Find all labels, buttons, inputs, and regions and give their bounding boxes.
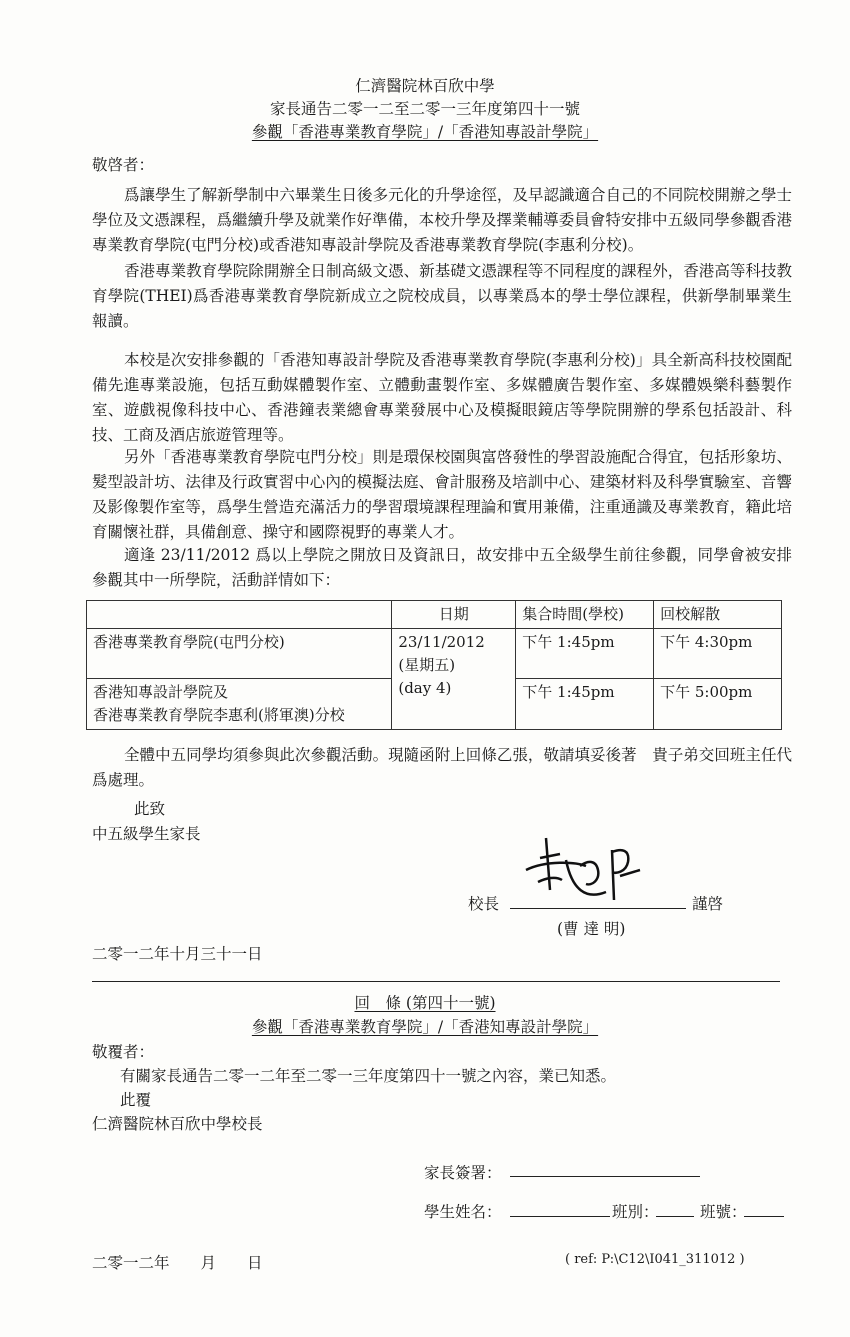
body-paragraph-5 (92, 543, 792, 593)
reply-title: 回 條 (第四十一號) (354, 994, 496, 1012)
salutation: 敬啓者： (92, 156, 155, 174)
body-paragraph-1 (92, 183, 792, 258)
paragraph-text: 全體中五同學均須參與此次參觀活動。現隨函附上回條乙張，敬請填妥後著 貴子弟交回班主任代爲處理。 (92, 746, 792, 789)
reply-salutation: 敬覆者： (92, 1043, 155, 1061)
schedule-table (86, 600, 782, 730)
reply-subject-wrap (0, 1015, 850, 1037)
principal-name: (曹 達 明) (557, 920, 626, 938)
venue-name: 香港知專設計學院及 (93, 683, 229, 701)
venue-cell (87, 629, 392, 679)
closing-paragraph (92, 743, 792, 793)
paragraph-text: 適逢 23/11/2012 爲以上學院之開放日及資訊日，故安排中五全級學生前往參觀，同學會被安排參觀其中一所學院，活動詳情如下： (92, 546, 792, 589)
reply-date-line: 二零一二年 月 日 (92, 1254, 263, 1272)
student-name-field[interactable] (510, 1216, 610, 1217)
table-header-gather: 集合時間(學校) (516, 601, 654, 629)
paragraph-text: 香港專業教育學院除開辦全日制高級文憑、新基礎文憑課程等不同程度的課程外，香港高等科技教育學院(THEI)爲香港專業教育學院新成立之院校成員，以專業爲本的學士學位課程，供新學制畢業生報讀。 (92, 262, 792, 330)
paragraph-text: 本校是次安排參觀的「香港知專設計學院及香港專業教育學院(李惠利分校)」具全新高科技校園配備先進專業設施，包括互動媒體製作室、立體動畫製作室、多媒體廣告製作室、多媒體娛樂科藝製作室、遊戲視像科技中心、香港鐘表業總會專業發展中心及模擬眼鏡店等學院開辦的學系包括設計、科技、工商及酒店旅遊管理等。 (92, 351, 792, 444)
day-cycle-line: (day 4) (398, 679, 452, 697)
paragraph-text: 另外「香港專業教育學院屯門分校」則是環保校園與富啓發性的學習設施配合得宜，包括形象坊、髮型設計坊、法律及行政實習中心內的模擬法庭、會計服務及培訓中心、建築材料及科學實驗室、音響及影像製作室等，爲學生營造充滿活力的學習環境課程理論和實用兼備，注重通識及專業教育，籍此培育關懷社群，具備創意、操守和國際視野的專業人才。 (92, 448, 792, 541)
class-field[interactable] (656, 1216, 694, 1217)
gather-time-cell: 下午 1:45pm (516, 629, 654, 679)
sign-off-recipient: 中五級學生家長 (92, 825, 201, 843)
table-header-blank (87, 601, 392, 629)
class-no-field[interactable] (744, 1216, 784, 1217)
body-paragraph-3 (92, 348, 792, 448)
table-header-row (87, 601, 782, 629)
principal-signature (516, 830, 646, 910)
principal-signature-line (510, 908, 686, 909)
notice-date: 二零一二年十月三十一日 (92, 945, 263, 963)
notice-subject-wrap (0, 120, 850, 142)
reply-close: 此覆 (120, 1091, 152, 1109)
table-header-dismiss: 回校解散 (654, 601, 782, 629)
date-cell (392, 629, 516, 730)
tear-off-divider (92, 981, 780, 982)
school-name: 仁濟醫院林百欣中學 (355, 77, 495, 95)
body-paragraph-2 (92, 259, 792, 334)
paragraph-text: 爲讓學生了解新學制中六畢業生日後多元化的升學途徑，及早認識適合自己的不同院校開辦之學士學位及文憑課程，爲繼續升學及就業作好準備，本校升學及擇業輔導委員會特安排中五級同學參觀香港專業教育學院(屯門分校)或香港知專設計學院及香港專業教育學院(李惠利分校)。 (92, 186, 792, 254)
body-paragraph-4 (92, 445, 792, 545)
reply-title-wrap (0, 991, 850, 1013)
table-row (87, 629, 782, 679)
date-line: 23/11/2012 (398, 633, 485, 651)
student-name-label: 學生姓名： (424, 1203, 502, 1221)
venue-cell (87, 679, 392, 730)
venue-name: 香港專業教育學院(屯門分校) (93, 633, 285, 651)
class-label: 班別： (612, 1203, 659, 1221)
reply-body: 有關家長通告二零一二年至二零一三年度第四十一號之內容，業已知悉。 (120, 1067, 617, 1085)
principal-label: 校長 (468, 895, 500, 913)
reply-subject: 參觀「香港專業教育學院」/「香港知專設計學院」 (251, 1018, 599, 1036)
table-header-date: 日期 (392, 601, 516, 629)
parent-signature-label: 家長簽署： (424, 1164, 502, 1182)
weekday-line: (星期五) (398, 656, 456, 674)
class-no-label: 班號： (700, 1203, 747, 1221)
sign-off-line1: 此致 (134, 800, 166, 818)
parent-signature-field[interactable] (510, 1176, 700, 1177)
respect-closing: 謹啓 (692, 895, 724, 913)
notice-subject: 參觀「香港專業教育學院」/「香港知專設計學院」 (251, 123, 599, 141)
notice-number: 家長通告二零一二至二零一三年度第四十一號 (269, 100, 580, 118)
reference-code: ( ref: P:\C12\I041_311012 ) (565, 1252, 745, 1267)
reply-recipient: 仁濟醫院林百欣中學校長 (92, 1115, 263, 1133)
dismiss-time-cell: 下午 4:30pm (654, 629, 782, 679)
dismiss-time-cell: 下午 5:00pm (654, 679, 782, 730)
venue-name: 香港專業教育學院李惠利(將軍澳)分校 (93, 706, 345, 724)
gather-time-cell: 下午 1:45pm (516, 679, 654, 730)
